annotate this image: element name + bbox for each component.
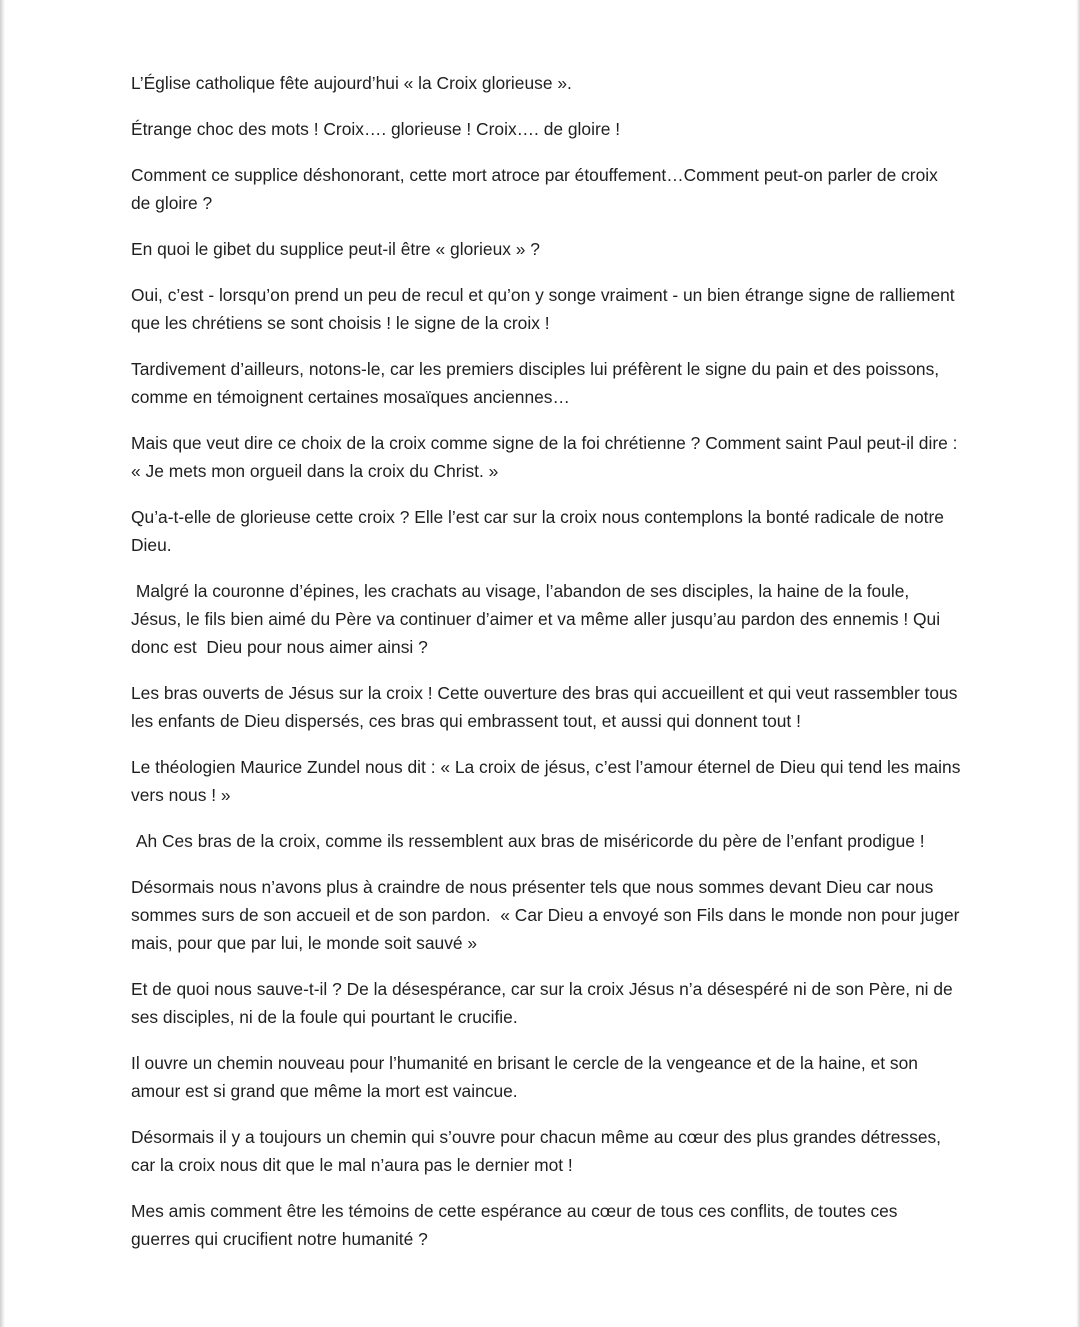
page-right-edge [1076,0,1080,1327]
paragraph-1: L’Église catholique fête aujourd’hui « la Croix glorieuse ». [131,73,572,93]
paragraph-15: Il ouvre un chemin nouveau pour l’humanité en brisant le cercle de la vengeance et de la haine, et son amour est si grand que même la mort est vaincue. [131,1053,923,1101]
paragraph-5: Oui, c’est - lorsqu’on prend un peu de recul et qu’on y songe vraiment - un bien étrange signe de ralliement que les chrétiens se sont choisis ! le signe de la croix ! [131,285,960,333]
paragraph-3: Comment ce supplice déshonorant, cette mort atroce par étouffement…Comment peut-on parler de croix de gloire ? [131,165,943,213]
paragraph-14: Et de quoi nous sauve-t-il ? De la désespérance, car sur la croix Jésus n’a désespéré ni de son Père, ni de ses disciples, ni de la foule qui pourtant le crucifie. [131,979,958,1027]
document-body [131,69,966,1271]
paragraph-8: Qu’a-t-elle de glorieuse cette croix ? Elle l’est car sur la croix nous contemplons la bonté radicale de notre Dieu. [131,507,949,555]
page-left-edge [0,0,5,1327]
paragraph-16: Désormais il y a toujours un chemin qui s’ouvre pour chacun même au cœur des plus grandes détresses, car la croix nous dit que le mal n’aura pas le dernier mot ! [131,1127,951,1175]
paragraph-4: En quoi le gibet du supplice peut-il être « glorieux » ? [131,239,540,259]
paragraph-10: Les bras ouverts de Jésus sur la croix ! Cette ouverture des bras qui accueillent et qui veut rassembler tous les enfants de Dieu dispersés, ces bras qui embrassent tout, et aussi qui donnent tout ! [131,683,963,731]
paragraph-7: Mais que veut dire ce choix de la croix comme signe de la foi chrétienne ? Comment saint Paul peut-il dire : « Je mets mon orgueil dans la croix du Christ. » [131,433,963,481]
paragraph-12: Ah Ces bras de la croix, comme ils ressemblent aux bras de miséricorde du père de l’enfant prodigue ! [131,831,925,851]
paragraph-9: Malgré la couronne d’épines, les crachats au visage, l’abandon de ses disciples, la haine de la foule, Jésus, le fils bien aimé du Père va continuer d’aimer et va même aller jusqu’au pardon des ennemis ! Qui donc est Dieu pour nous aimer ainsi ? [131,581,945,657]
paragraph-11: Le théologien Maurice Zundel nous dit : « La croix de jésus, c’est l’amour éternel de Dieu qui tend les mains vers nous ! » [131,757,966,805]
paragraph-6: Tardivement d’ailleurs, notons-le, car les premiers disciples lui préfèrent le signe du pain et des poissons, comme en témoignent certaines mosaïques anciennes… [131,359,944,407]
paragraph-13: Désormais nous n’avons plus à craindre de nous présenter tels que nous sommes devant Dieu car nous sommes surs de son accueil et de son pardon. « Car Dieu a envoyé son Fils dans le monde non pour juger mais, pour que par lui, le monde soit sauvé » [131,877,965,953]
paragraph-17: Mes amis comment être les témoins de cette espérance au cœur de tous ces conflits, de toutes ces guerres qui crucifient notre humanité ? [131,1201,903,1249]
paragraph-2: Étrange choc des mots ! Croix…. glorieuse ! Croix…. de gloire ! [131,119,621,139]
